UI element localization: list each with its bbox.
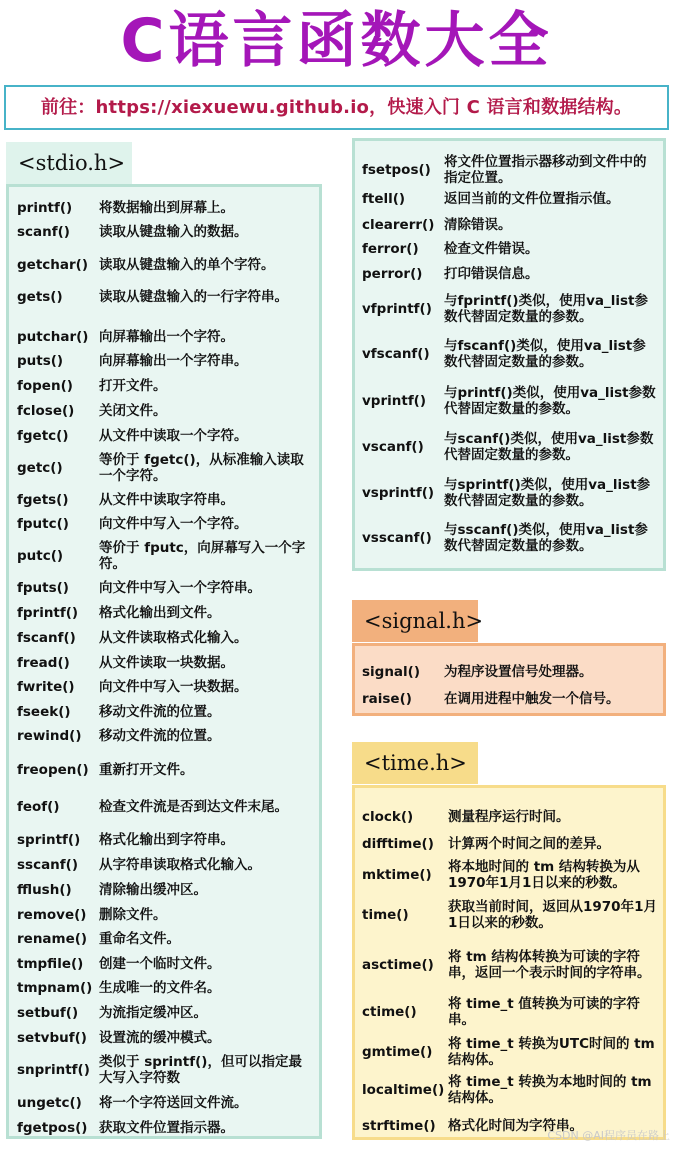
stdio-function-row (9, 1026, 319, 1050)
function-name: fopen() (17, 378, 73, 394)
function-name: time() (362, 907, 409, 923)
stdio-function-row (9, 512, 319, 536)
stdio-function-row (9, 651, 319, 675)
function-description: 向文件中写入一个字符。 (99, 516, 248, 532)
function-description: 重命名文件。 (99, 931, 180, 947)
stdio-function-row (9, 952, 319, 976)
function-name: scanf() (17, 224, 70, 240)
stdio2-function-row (355, 430, 663, 464)
function-name: fflush() (17, 882, 72, 898)
function-description: 打印错误信息。 (444, 266, 539, 282)
function-name: sprintf() (17, 832, 81, 848)
function-description: 类似于 sprintf()，但可以指定最大写入字符数 (99, 1054, 302, 1086)
function-description: 获取文件位置指示器。 (99, 1120, 234, 1136)
function-name: fgetpos() (17, 1120, 88, 1136)
function-name: rename() (17, 931, 88, 947)
function-description: 在调用进程中触发一个信号。 (444, 691, 620, 707)
function-description: 返回当前的文件位置指示值。 (444, 191, 620, 207)
stdio-function-row (9, 424, 319, 448)
stdio-function-row (9, 374, 319, 398)
function-name: fprintf() (17, 605, 79, 621)
time-function-row (355, 940, 663, 990)
function-name: fgets() (17, 492, 69, 508)
function-name: setbuf() (17, 1005, 79, 1021)
function-name: gmtime() (362, 1044, 433, 1060)
stdio-function-row (9, 828, 319, 852)
function-description: 检查文件流是否到达文件末尾。 (99, 799, 288, 815)
stdio-function-row (9, 277, 319, 317)
function-name: gets() (17, 289, 63, 305)
function-name: asctime() (362, 957, 434, 973)
function-description: 等价于 fgetc()，从标准输入读取一个字符。 (99, 452, 304, 484)
function-name: ferror() (362, 241, 419, 257)
stdio-function-row (9, 349, 319, 373)
function-description: 向屏幕输出一个字符串。 (99, 353, 248, 369)
stdio-function-row (9, 700, 319, 724)
function-name: fputs() (17, 580, 69, 596)
stdio-function-row (9, 538, 319, 574)
stdio2-function-row (355, 384, 663, 418)
function-description: 将一个字符送回文件流。 (99, 1095, 248, 1111)
function-description: 将数据输出到屏幕上。 (99, 200, 234, 216)
function-name: vsscanf() (362, 530, 432, 546)
function-name: localtime() (362, 1082, 445, 1098)
function-description: 向屏幕输出一个字符。 (99, 329, 234, 345)
function-description: 检查文件错误。 (444, 241, 539, 257)
signal-header-tab: <signal.h> (352, 600, 478, 642)
stdio-function-row (9, 325, 319, 349)
function-name: vsprintf() (362, 485, 435, 501)
function-description: 为程序设置信号处理器。 (444, 664, 593, 680)
stdio2-function-row (355, 187, 663, 211)
stdio-function-row (9, 1091, 319, 1115)
function-name: vfscanf() (362, 346, 430, 362)
stdio-function-row (9, 601, 319, 625)
stdio-function-row (9, 253, 319, 277)
function-name: mktime() (362, 867, 432, 883)
function-name: remove() (17, 907, 87, 923)
function-name: fread() (17, 655, 70, 671)
function-description: 清除输出缓冲区。 (99, 882, 207, 898)
stdio-function-row (9, 758, 319, 782)
function-name: rewind() (17, 728, 82, 744)
function-name: snprintf() (17, 1062, 90, 1078)
function-name: printf() (17, 200, 73, 216)
function-name: fsetpos() (362, 162, 431, 178)
stdio-function-row (9, 1001, 319, 1025)
function-description: 读取从键盘输入的数据。 (99, 224, 248, 240)
time-function-row (355, 898, 663, 932)
function-description: 关闭文件。 (99, 403, 167, 419)
function-name: puts() (17, 353, 64, 369)
stdio2-function-row (355, 213, 663, 237)
function-description: 打开文件。 (99, 378, 167, 394)
function-description: 格式化输出到字符串。 (99, 832, 234, 848)
stdio-function-row (9, 626, 319, 650)
function-description: 生成唯一的文件名。 (99, 980, 221, 996)
function-description: 与fscanf()类似，使用va_list参数代替固定数量的参数。 (444, 338, 646, 370)
stdio-function-row (9, 903, 319, 927)
function-name: ungetc() (17, 1095, 82, 1111)
function-description: 读取从键盘输入的一行字符串。 (99, 289, 288, 305)
function-name: putchar() (17, 329, 89, 345)
function-name: setvbuf() (17, 1030, 87, 1046)
stdio-function-row (9, 488, 319, 512)
stdio-function-list (6, 184, 322, 1139)
function-description: 与sprintf()类似，使用va_list参数代替固定数量的参数。 (444, 477, 651, 509)
stdio-function-list-continued (352, 138, 666, 571)
function-name: difftime() (362, 836, 434, 852)
source-watermark: CSDN @AI程序员在路上 (547, 1129, 670, 1142)
function-description: 将 time_t 值转换为可读的字符串。 (448, 996, 640, 1028)
function-name: fgetc() (17, 428, 69, 444)
function-description: 从文件读取格式化输入。 (99, 630, 248, 646)
page-title: C语言函数大全 (120, 6, 553, 76)
stdio-function-row (9, 220, 319, 244)
function-name: fscanf() (17, 630, 76, 646)
function-name: vscanf() (362, 439, 424, 455)
function-description: 向文件中写入一个字符串。 (99, 580, 261, 596)
function-name: fclose() (17, 403, 75, 419)
function-description: 从字符串读取格式化输入。 (99, 857, 261, 873)
stdio-function-row (9, 1116, 319, 1140)
function-description: 重新打开文件。 (99, 762, 194, 778)
stdio2-function-row (355, 262, 663, 286)
stdio-function-row (9, 878, 319, 902)
function-name: getc() (17, 460, 63, 476)
function-name: clearerr() (362, 217, 435, 233)
function-description: 将 time_t 转换为本地时间的 tm 结构体。 (448, 1074, 652, 1106)
function-description: 获取当前时间，返回从1970年1月1日以来的秒数。 (448, 899, 657, 931)
stdio2-function-row (355, 153, 663, 187)
time-function-row (355, 1073, 663, 1107)
time-function-row (355, 832, 663, 856)
function-description: 从文件中读取一个字符。 (99, 428, 248, 444)
function-name: sscanf() (17, 857, 79, 873)
signal-function-list (352, 643, 666, 716)
stdio-function-row (9, 1052, 319, 1088)
stdio2-function-row (355, 237, 663, 261)
function-description: 创建一个临时文件。 (99, 956, 221, 972)
time-function-row (355, 995, 663, 1029)
tutorial-link-banner[interactable]: 前往：https://xiexuewu.github.io，快速入门 C 语言和数据结构。 (4, 85, 669, 130)
function-name: signal() (362, 664, 421, 680)
function-description: 删除文件。 (99, 907, 167, 923)
function-name: fputc() (17, 516, 69, 532)
function-name: tmpnam() (17, 980, 93, 996)
stdio-function-row (9, 450, 319, 486)
function-name: clock() (362, 809, 414, 825)
function-description: 向文件中写入一块数据。 (99, 679, 248, 695)
signal-function-row (355, 660, 663, 684)
function-name: freopen() (17, 762, 89, 778)
function-name: perror() (362, 266, 423, 282)
function-name: fwrite() (17, 679, 75, 695)
time-header-tab: <time.h> (352, 742, 478, 784)
stdio-function-row (9, 853, 319, 877)
function-name: putc() (17, 548, 64, 564)
time-function-row (355, 1035, 663, 1069)
function-description: 与sscanf()类似，使用va_list参数代替固定数量的参数。 (444, 522, 648, 554)
function-description: 格式化输出到文件。 (99, 605, 221, 621)
stdio-function-row (9, 675, 319, 699)
function-description: 清除错误。 (444, 217, 512, 233)
function-description: 测量程序运行时间。 (448, 809, 570, 825)
function-name: feof() (17, 799, 60, 815)
function-name: fseek() (17, 704, 71, 720)
function-description: 与fprintf()类似，使用va_list参数代替固定数量的参数。 (444, 293, 649, 325)
stdio-function-row (9, 789, 319, 825)
time-function-row (355, 858, 663, 892)
time-function-row (355, 805, 663, 829)
function-description: 移动文件流的位置。 (99, 704, 221, 720)
function-name: vfprintf() (362, 301, 432, 317)
stdio-function-row (9, 976, 319, 1000)
function-description: 移动文件流的位置。 (99, 728, 221, 744)
function-name: ftell() (362, 191, 406, 207)
function-description: 设置流的缓冲模式。 (99, 1030, 221, 1046)
function-description: 将本地时间的 tm 结构转换为从1970年1月1日以来的秒数。 (448, 859, 640, 891)
function-name: getchar() (17, 257, 88, 273)
function-description: 计算两个时间之间的差异。 (448, 836, 610, 852)
function-description: 格式化时间为字符串。 (448, 1118, 583, 1134)
function-name: strftime() (362, 1118, 436, 1134)
stdio-header-tab: <stdio.h> (6, 142, 132, 184)
function-name: tmpfile() (17, 956, 84, 972)
function-name: ctime() (362, 1004, 417, 1020)
stdio-function-row (9, 724, 319, 748)
stdio2-function-row (355, 521, 663, 555)
time-function-list (352, 785, 666, 1140)
function-name: raise() (362, 691, 412, 707)
signal-function-row (355, 687, 663, 711)
function-description: 与scanf()类似，使用va_list参数代替固定数量的参数。 (444, 431, 654, 463)
function-description: 等价于 fputc，向屏幕写入一个字符。 (99, 540, 306, 572)
stdio-function-row (9, 399, 319, 423)
function-description: 读取从键盘输入的单个字符。 (99, 257, 275, 273)
function-description: 将 time_t 转换为UTC时间的 tm 结构体。 (448, 1036, 655, 1068)
function-description: 为流指定缓冲区。 (99, 1005, 207, 1021)
function-description: 将 tm 结构体转换为可读的字符串，返回一个表示时间的字符串。 (448, 949, 651, 981)
stdio-function-row (9, 927, 319, 951)
function-description: 与printf()类似，使用va_list参数代替固定数量的参数。 (444, 385, 656, 417)
stdio-function-row (9, 196, 319, 220)
function-name: vprintf() (362, 393, 427, 409)
function-description: 将文件位置指示器移动到文件中的指定位置。 (444, 154, 647, 186)
stdio-function-row (9, 576, 319, 600)
stdio2-function-row (355, 337, 663, 371)
function-description: 从文件中读取字符串。 (99, 492, 234, 508)
function-description: 从文件读取一块数据。 (99, 655, 234, 671)
stdio2-function-row (355, 476, 663, 510)
stdio2-function-row (355, 292, 663, 326)
